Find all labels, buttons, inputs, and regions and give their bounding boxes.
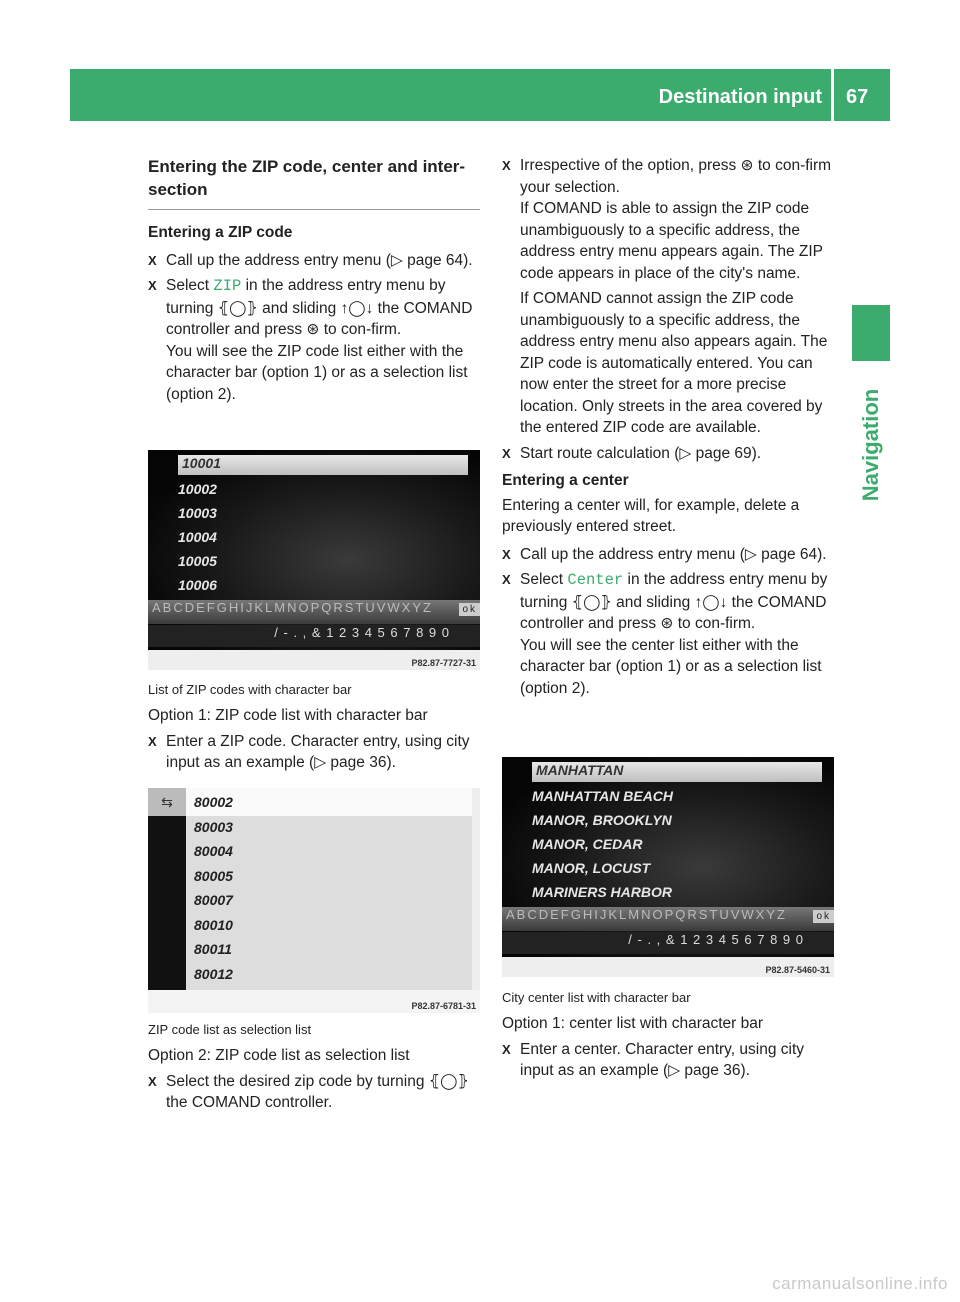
figure-ref: P82.87-5460-31 <box>765 965 830 975</box>
figure-caption: ZIP code list as selection list <box>148 1022 312 1037</box>
page-number: 67 <box>846 86 869 108</box>
step-select-center-note: You will see the center list either with the character bar (option 1) or as a selection list (option 2). <box>520 636 822 697</box>
left-column <box>148 155 480 405</box>
center-menu-item: Center <box>567 571 624 589</box>
step-call-menu: X Call up the address entry menu (▷ page 64). <box>502 544 834 566</box>
zip-list-charbar-screenshot <box>148 450 480 670</box>
section-title: Entering the ZIP code, center and inter-section <box>148 157 466 199</box>
ok-key: ok <box>459 603 480 616</box>
digit-bar: / - . , & 1 2 3 4 5 6 7 8 9 0 <box>148 625 480 647</box>
header-divider <box>831 69 834 121</box>
option-heading: Option 2: ZIP code list as selection list <box>148 1047 410 1064</box>
chapter-tab <box>852 305 890 361</box>
list-item: 10004 <box>178 529 217 545</box>
paragraph: If COMAND cannot assign the ZIP code unambiguously to a specific address, the address entry menu also appears again. The ZIP code is automatically entered. You can now enter the street for a more precise location. Only streets in the area covered by the entered ZIP code are available. <box>520 290 828 436</box>
ok-key: ok <box>813 910 834 923</box>
zip-menu-item: ZIP <box>213 277 242 295</box>
right-column <box>502 155 834 699</box>
list-item[interactable]: 80003 <box>194 818 233 835</box>
list-item: MARINERS HARBOR <box>532 884 672 900</box>
scrollbar <box>472 788 480 990</box>
step-call-menu: X Call up the address entry menu (▷ page 64). <box>148 250 480 272</box>
step-select-zip: X Select ZIP in the address entry menu by turning ⦃◯⦄ and sliding ↑◯↓ the COMAND controller and press ⊛ to con-firm. <box>148 275 480 341</box>
step-select-zip-list: X Select the desired zip code by turning ⦃◯⦄ the COMAND controller. <box>148 1071 480 1114</box>
list-item[interactable]: 80012 <box>194 965 233 982</box>
list-item[interactable]: 80011 <box>194 941 232 957</box>
list-item: 10003 <box>178 505 217 521</box>
list-item: MANHATTAN BEACH <box>532 788 674 804</box>
character-bar: ABCDEFGHIJKLMNOPQRSTUVWXYZ ok <box>148 600 480 624</box>
step-select-center: X Select Center in the address entry menu by turning ⦃◯⦄ and sliding ↑◯↓ the COMAND controller and press ⊛ to con-firm. <box>502 569 834 635</box>
option-heading: Option 1: center list with character bar <box>502 1015 764 1032</box>
step-route: X Start route calculation (▷ page 69). <box>502 443 834 465</box>
paragraph: Entering a center will, for example, delete a previously entered street. <box>502 496 800 535</box>
list-item[interactable]: 80004 <box>194 843 233 859</box>
back-icon: ⇆ <box>148 788 186 816</box>
list-item: MANOR, BROOKLYN <box>532 812 672 828</box>
list-item[interactable]: 80005 <box>194 867 233 884</box>
figure-ref: P82.87-6781-31 <box>411 1001 476 1011</box>
step-confirm: X Irrespective of the option, press ⊛ to con-firm your selection. <box>502 155 834 198</box>
figure-ref: P82.87-7727-31 <box>411 658 476 668</box>
figure-caption: City center list with character bar <box>502 990 691 1005</box>
page-title: Destination input <box>658 86 822 108</box>
chapter-label: Navigation <box>858 388 883 502</box>
step-enter-center: X Enter a center. Character entry, using city input as an example (▷ page 36). <box>502 1039 834 1082</box>
figure-caption: List of ZIP codes with character bar <box>148 682 352 697</box>
list-item: MANHATTAN <box>532 762 822 782</box>
subheading-center: Entering a center <box>502 472 629 489</box>
list-item: MANOR, LOCUST <box>532 860 651 876</box>
character-bar: ABCDEFGHIJKLMNOPQRSTUVWXYZ ok <box>502 907 834 931</box>
watermark: carmanualsonline.info <box>772 1274 948 1293</box>
zip-selection-list-screenshot <box>148 788 480 1013</box>
list-item: 10001 <box>178 455 468 475</box>
list-item: 10006 <box>178 577 217 593</box>
option-heading: Option 1: ZIP code list with character bar <box>148 707 428 724</box>
list-item: 10005 <box>178 553 217 569</box>
step-enter-zip: X Enter a ZIP code. Character entry, using city input as an example (▷ page 36). <box>148 731 480 774</box>
list-item[interactable]: 80010 <box>194 916 233 933</box>
section-rule <box>148 209 480 210</box>
list-item[interactable]: 80007 <box>194 892 233 908</box>
subheading-zip: Entering a ZIP code <box>148 224 293 241</box>
step-select-zip-note: You will see the ZIP code list either with the character bar (option 1) or as a selection list (option 2). <box>166 342 468 403</box>
list-item[interactable]: 80002 <box>194 794 233 810</box>
list-item: 10002 <box>178 481 217 497</box>
paragraph: If COMAND is able to assign the ZIP code unambiguously to a specific address, the address entry menu appears again. The ZIP code appears in place of the city's name. <box>520 200 823 282</box>
list-item: MANOR, CEDAR <box>532 836 643 852</box>
center-list-charbar-screenshot <box>502 757 834 977</box>
digit-bar: / - . , & 1 2 3 4 5 6 7 8 9 0 <box>502 932 834 954</box>
